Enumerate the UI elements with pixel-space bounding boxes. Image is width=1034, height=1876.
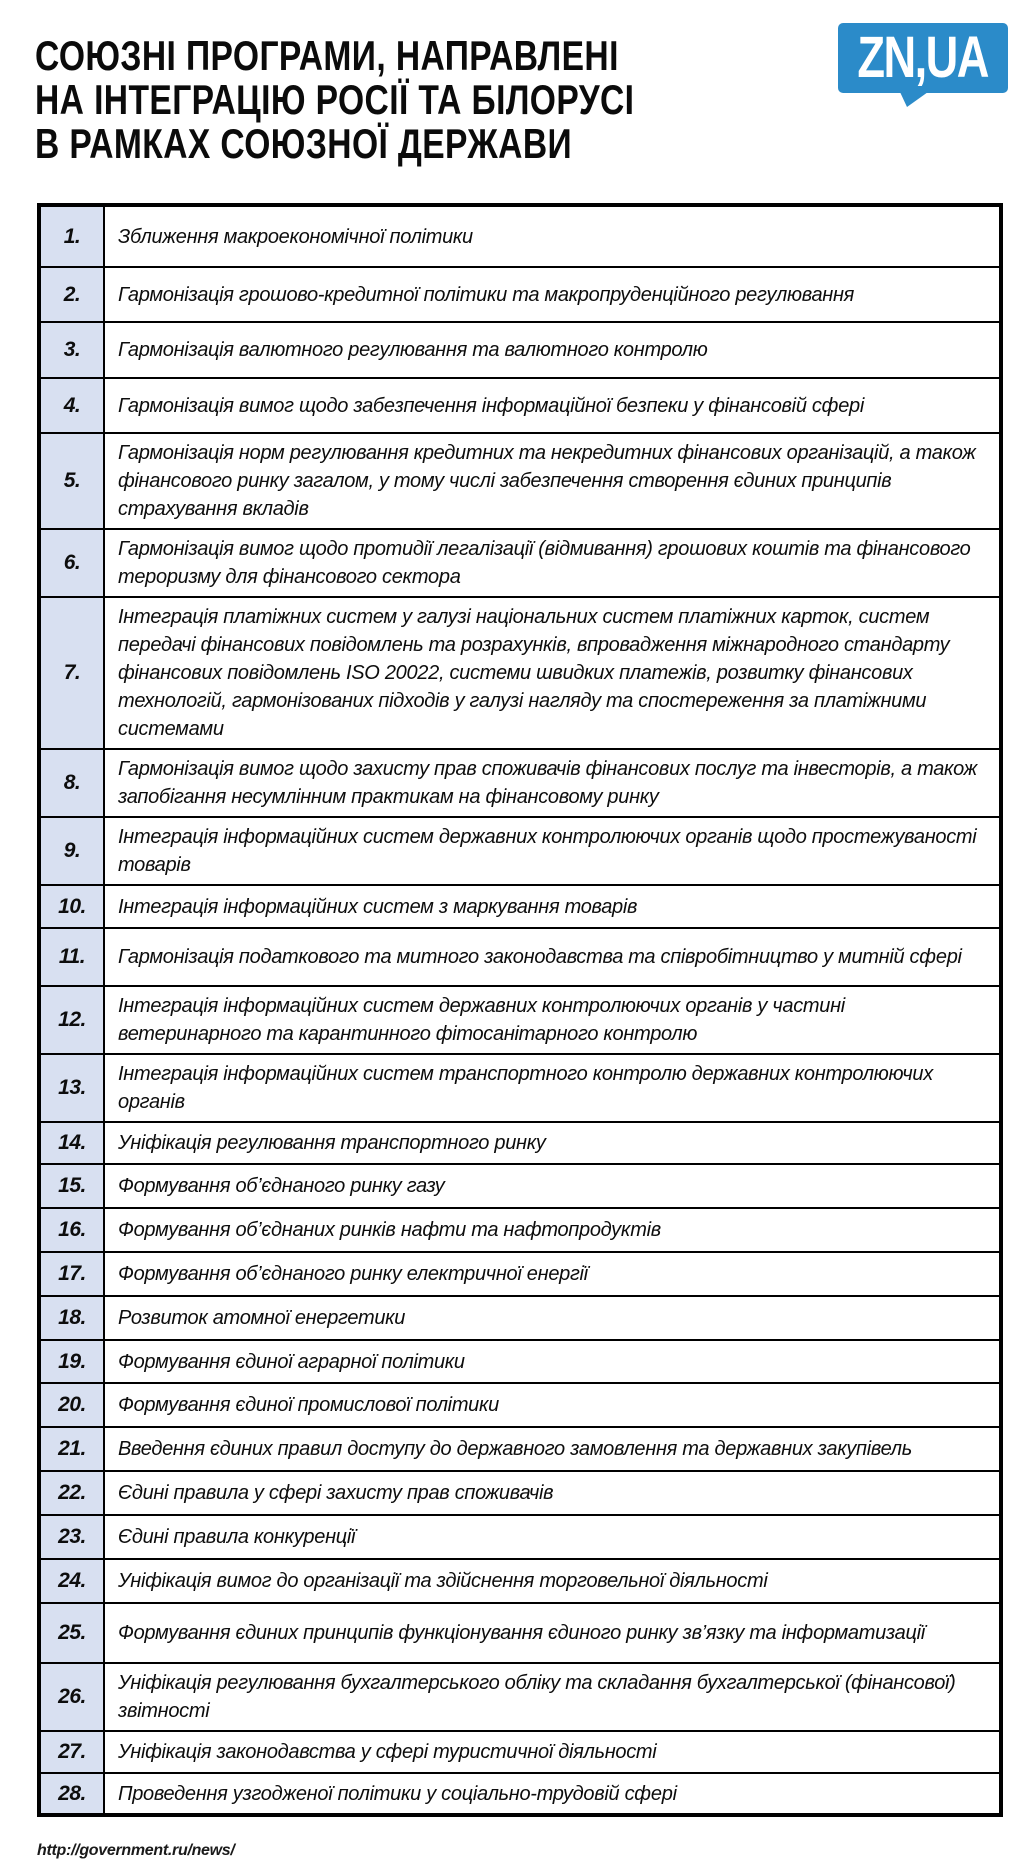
row-text: Формування єдиної промислової політики (104, 1383, 1001, 1427)
table-row (39, 817, 1001, 885)
znua-logo-text: ZN,UA (857, 25, 989, 90)
row-number: 6. (39, 529, 104, 597)
row-text: Уніфікація вимог до організації та здійснення торговельної діяльності (104, 1559, 1001, 1603)
table-row (39, 1731, 1001, 1773)
row-number: 19. (39, 1340, 104, 1383)
row-text: Формування об’єднаних ринків нафти та нафтопродуктів (104, 1208, 1001, 1252)
row-number: 10. (39, 885, 104, 928)
row-text: Інтеграція інформаційних систем державних контролюючих органів у частині ветеринарного та карантинного фітосанітарного контролю (104, 986, 1001, 1054)
row-text: Проведення узгодженої політики у соціально-трудовій сфері (104, 1773, 1001, 1815)
table-row (39, 597, 1001, 749)
row-text: Уніфікація регулювання транспортного ринку (104, 1122, 1001, 1164)
table-row (39, 1252, 1001, 1296)
row-number: 3. (39, 322, 104, 378)
programs-table (37, 203, 1003, 1817)
row-number: 2. (39, 267, 104, 322)
row-text: Гармонізація валютного регулювання та валютного контролю (104, 322, 1001, 378)
row-number: 17. (39, 1252, 104, 1296)
row-text: Гармонізація вимог щодо протидії легалізації (відмивання) грошових коштів та фінансового тероризму для фінансового сектора (104, 529, 1001, 597)
table-row (39, 267, 1001, 322)
table-row (39, 1164, 1001, 1208)
logo-speech-bubble-tail-icon (900, 92, 928, 107)
table-row (39, 1559, 1001, 1603)
row-number: 20. (39, 1383, 104, 1427)
row-number: 24. (39, 1559, 104, 1603)
table-row (39, 529, 1001, 597)
row-number: 5. (39, 433, 104, 529)
table-row (39, 1208, 1001, 1252)
table-row (39, 1471, 1001, 1515)
row-number: 25. (39, 1603, 104, 1663)
row-number: 21. (39, 1427, 104, 1471)
source-url: http://government.ru/news/ (37, 1842, 235, 1859)
table-row (39, 885, 1001, 928)
row-number: 22. (39, 1471, 104, 1515)
row-number: 26. (39, 1663, 104, 1731)
table-row (39, 1296, 1001, 1340)
row-text: Інтеграція інформаційних систем з маркування товарів (104, 885, 1001, 928)
row-number: 12. (39, 986, 104, 1054)
table-row (39, 433, 1001, 529)
table-row (39, 928, 1001, 986)
row-text: Інтеграція платіжних систем у галузі національних систем платіжних карток, систем передачі фінансових повідомлень та розрахунків, впровадження міжнародного стандарту фінансових повідомлень ISO 20022, системи швидких платежів, розвитку фінансових технологій, гармонізованих підходів у галузі нагляду та спостереження за платіжними системами (104, 597, 1001, 749)
row-number: 14. (39, 1122, 104, 1164)
page-title-line-2: НА ІНТЕГРАЦІЮ РОСІЇ ТА БІЛОРУСІ (35, 76, 635, 123)
page-title-line-1: СОЮЗНІ ПРОГРАМИ, НАПРАВЛЕНІ (35, 32, 619, 79)
row-number: 13. (39, 1054, 104, 1122)
row-text: Гармонізація вимог щодо захисту прав споживачів фінансових послуг та інвесторів, а також запобігання несумлінним практикам на фінансовому ринку (104, 749, 1001, 817)
table-row (39, 1663, 1001, 1731)
table-row (39, 322, 1001, 378)
row-text: Інтеграція інформаційних систем транспортного контролю державних контролюючих органів (104, 1054, 1001, 1122)
row-text: Гармонізація норм регулювання кредитних та некредитних фінансових організацій, а також фінансового ринку загалом, у тому числі забезпечення створення єдиних принципів страхування вкладів (104, 433, 1001, 529)
znua-logo (838, 23, 1008, 93)
table-row (39, 378, 1001, 433)
table-row (39, 1122, 1001, 1164)
row-text: Формування об’єднаного ринку газу (104, 1164, 1001, 1208)
table-row (39, 1383, 1001, 1427)
row-number: 8. (39, 749, 104, 817)
row-number: 4. (39, 378, 104, 433)
row-text: Єдині правила конкуренції (104, 1515, 1001, 1559)
table-row (39, 1515, 1001, 1559)
row-number: 9. (39, 817, 104, 885)
table-row (39, 1340, 1001, 1383)
table-row (39, 1427, 1001, 1471)
row-number: 27. (39, 1731, 104, 1773)
row-text: Розвиток атомної енергетики (104, 1296, 1001, 1340)
row-number: 15. (39, 1164, 104, 1208)
table-row (39, 749, 1001, 817)
row-number: 23. (39, 1515, 104, 1559)
table-row (39, 1603, 1001, 1663)
row-text: Формування об’єднаного ринку електричної енергії (104, 1252, 1001, 1296)
row-text: Гармонізація вимог щодо забезпечення інформаційної безпеки у фінансовій сфері (104, 378, 1001, 433)
row-number: 1. (39, 205, 104, 267)
row-text: Уніфікація регулювання бухгалтерського обліку та складання бухгалтерської (фінансової) звітності (104, 1663, 1001, 1731)
page-title (35, 34, 784, 166)
row-number: 18. (39, 1296, 104, 1340)
row-text: Єдині правила у сфері захисту прав споживачів (104, 1471, 1001, 1515)
row-text: Зближення макроекономічної політики (104, 205, 1001, 267)
table-row (39, 1054, 1001, 1122)
row-text: Уніфікація законодавства у сфері туристичної діяльності (104, 1731, 1001, 1773)
table-row (39, 986, 1001, 1054)
row-text: Формування єдиної аграрної політики (104, 1340, 1001, 1383)
row-number: 7. (39, 597, 104, 749)
row-number: 28. (39, 1773, 104, 1815)
row-text: Інтеграція інформаційних систем державних контролюючих органів щодо простежуваності товарів (104, 817, 1001, 885)
page-title-line-3: В РАМКАХ СОЮЗНОЇ ДЕРЖАВИ (35, 120, 573, 167)
row-text: Гармонізація грошово-кредитної політики та макропруденційного регулювання (104, 267, 1001, 322)
row-text: Гармонізація податкового та митного законодавства та співробітництво у митній сфері (104, 928, 1001, 986)
row-number: 11. (39, 928, 104, 986)
row-number: 16. (39, 1208, 104, 1252)
table-row (39, 1773, 1001, 1815)
row-text: Введення єдиних правил доступу до державного замовлення та державних закупівель (104, 1427, 1001, 1471)
table-row (39, 205, 1001, 267)
row-text: Формування єдиних принципів функціонування єдиного ринку зв’язку та інформатизації (104, 1603, 1001, 1663)
